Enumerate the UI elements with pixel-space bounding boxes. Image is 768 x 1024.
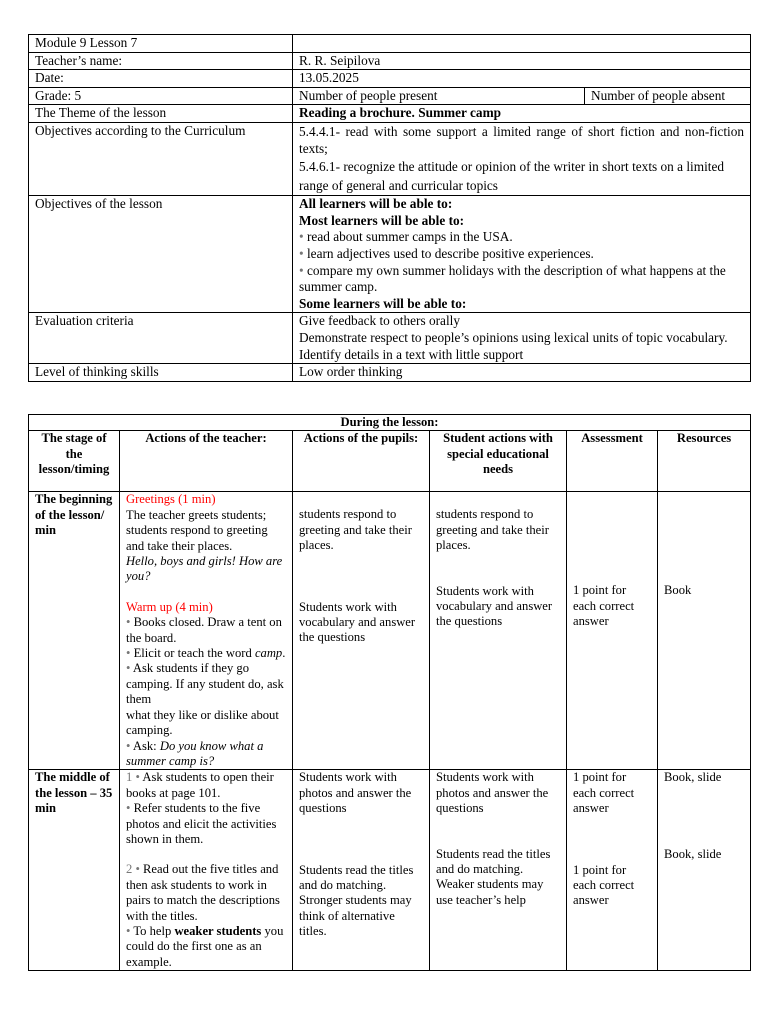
sen-greeting: students respond to greeting and take their places. [436,507,549,553]
teacher-value: R. R. Seipilova [293,52,751,70]
bullet-icon: • [299,262,304,278]
beginning-stage: The beginning of the lesson/ min [29,492,120,770]
objectives-most: Most learners will be able to: [299,212,465,228]
task-2 [126,862,286,924]
objectives-all: All learners will be able to: [299,196,453,212]
middle-stage: The middle of the lesson – 35 min [29,770,120,971]
step-italic: camp [254,646,283,661]
warmup-step-2: • Elicit or teach the word camp. [126,646,286,661]
teacher-row [29,52,751,70]
objectives-value [293,196,751,313]
objective-bullet-3 [299,263,744,296]
bullet-icon: • [135,862,140,877]
col-pupils: Actions of the pupils: [293,431,430,492]
date-value: 13.05.2025 [293,70,751,88]
task-1 [126,770,286,801]
warmup-title: Warm up (4 min) [126,599,213,614]
sen-weaker: Weaker students may use teacher’s help [436,877,544,907]
beginning-resources [658,492,751,770]
bullet-icon: • [126,661,131,676]
present-label: Number of people present [293,87,585,105]
step-text: Ask students if they go camping. If any student do, ask them [126,661,284,707]
task-text: you could do the first one as an example. [126,923,284,969]
thinking-value: Low order thinking [293,364,751,382]
col-stage: The stage of the lesson/timing [29,431,120,492]
beginning-row [29,492,751,770]
step-text: Elicit or teach the word [133,646,252,661]
middle-pupils [293,770,430,971]
curriculum-value [293,122,751,195]
col-sen: Student actions with special educational needs [430,431,567,492]
during-lesson-table [28,414,751,971]
date-row [29,70,751,88]
bullet-icon: • [135,770,140,785]
during-title-row [29,415,751,431]
objective-bullet-2 [299,246,744,263]
evaluation-2: Demonstrate respect to people’s opinions using lexical units of topic vocabulary. Identify details in a text with little support [299,329,728,362]
step-text: Books closed. Draw a tent on the board. [126,615,282,645]
assessment-1: 1 point for each correct answer [573,770,635,816]
pupils-matching: Students read the titles and do matching. [299,862,414,892]
module-row [29,35,751,53]
task-text: To help [133,923,172,938]
beginning-assessment [567,492,658,770]
warmup-step-3 [126,661,286,707]
evaluation-label: Evaluation criteria [29,313,293,364]
module-label: Module 9 Lesson 7 [29,35,293,53]
assessment-2: 1 point for each correct answer [573,862,635,908]
pupils-stronger: Stronger students may think of alternative titles. [299,893,412,939]
module-value [293,35,751,53]
task-1b [126,801,286,847]
bullet-icon: • [126,615,131,630]
middle-sen [430,770,567,971]
beginning-sen [430,492,567,770]
teacher-label: Teacher’s name: [29,52,293,70]
objective-text: compare my own summer holidays with the description of what happens at the summer camp. [299,262,726,295]
task-2b [126,924,286,970]
task-number: 1 [126,770,133,785]
beginning-teacher [120,492,293,770]
middle-teacher [120,770,293,971]
pupils-greeting: students respond to greeting and take their places. [299,507,412,553]
evaluation-row [29,313,751,364]
column-header-row [29,431,751,492]
greetings-title: Greetings (1 min) [126,492,216,507]
bullet-icon: • [126,738,131,753]
objective-text: learn adjectives used to describe positive experiences. [306,245,594,261]
curriculum-label: Objectives according to the Curriculum [29,122,293,195]
beginning-pupils [293,492,430,770]
lesson-info-table [28,34,751,382]
task-text: Refer students to the five photos and elicit the activities shown in them. [126,801,277,846]
middle-assessment [567,770,658,971]
thinking-row [29,364,751,382]
curriculum-objective-1: 5.4.4.1- read with some support a limited range of short fiction and non-fiction texts; [299,123,744,156]
task-text: Ask students to open their books at page 101. [126,770,274,800]
absent-label: Number of people absent [585,87,751,105]
step-italic: Do you know what a summer camp is? [126,738,264,768]
col-assessment: Assessment [567,431,658,492]
bullet-icon: • [299,245,304,261]
assessment-text: 1 point for each correct answer [573,583,635,629]
task-number: 2 [126,862,133,877]
theme-row [29,105,751,123]
middle-resources [658,770,751,971]
thinking-label: Level of thinking skills [29,364,293,382]
resources-2: Book, slide [664,846,722,861]
theme-label: The Theme of the lesson [29,105,293,123]
col-teacher: Actions of the teacher: [120,431,293,492]
date-label: Date: [29,70,293,88]
evaluation-value [293,313,751,364]
task-bold: weaker students [174,923,262,938]
objectives-row [29,196,751,313]
evaluation-1: Give feedback to others orally [299,313,460,329]
pupils-photos: Students work with photos and answer the questions [299,770,412,816]
sen-matching: Students read the titles and do matching. [436,846,551,876]
greetings-text: The teacher greets students; students respond to greeting and take their places. [126,507,268,553]
curriculum-row [29,122,751,195]
pupils-vocabulary: Students work with vocabulary and answer the questions [299,599,416,645]
grade-label: Grade: 5 [29,87,293,105]
bullet-icon: • [126,801,131,816]
objective-text: read about summer camps in the USA. [306,229,513,245]
curriculum-objective-2: 5.4.6.1- recognize the attitude or opinion of the writer in short texts on a limited range of general and curricular topics [299,159,725,194]
sen-vocabulary: Students work with vocabulary and answer the questions [436,583,553,629]
resources-1: Book, slide [664,770,722,785]
col-resources: Resources [658,431,751,492]
warmup-step-3b: what they like or dislike about camping. [126,707,279,738]
greetings-italic: Hello, boys and girls! How are you? [126,554,283,584]
objectives-some: Some learners will be able to: [299,295,467,311]
bullet-icon: • [126,923,131,938]
bullet-icon: • [126,646,131,661]
theme-value: Reading a brochure. Summer camp [293,105,751,123]
sen-photos: Students work with photos and answer the questions [436,770,549,816]
resources-text: Book [664,583,692,598]
bullet-icon: • [299,229,304,245]
task-text: Read out the five titles and then ask students to work in pairs to match the descriptions with the titles. [126,862,280,923]
objective-bullet-1 [299,229,744,246]
warmup-step-4 [126,739,286,770]
grade-row [29,87,751,105]
during-title: During the lesson: [29,415,751,431]
middle-row [29,770,751,971]
objectives-label: Objectives of the lesson [29,196,293,313]
warmup-step-1 [126,615,286,646]
step-text: Ask: [132,738,157,753]
